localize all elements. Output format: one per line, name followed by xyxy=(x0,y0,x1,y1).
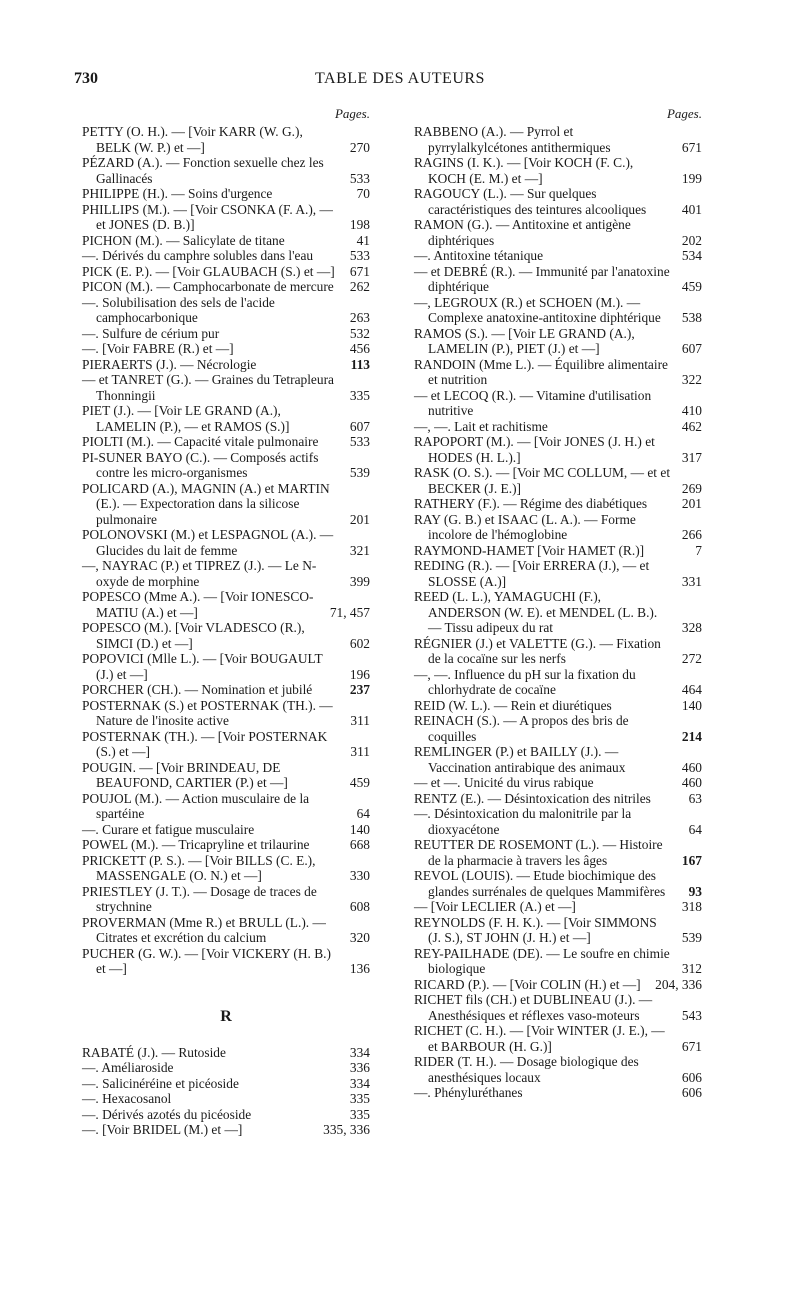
index-entry xyxy=(414,775,702,791)
index-entry xyxy=(414,217,702,248)
index-entry xyxy=(414,419,702,435)
index-entry xyxy=(414,992,702,1023)
entry-text: RATHERY (F.). — Régime des diabétiques xyxy=(414,496,648,511)
entry-page: 460 xyxy=(681,775,702,790)
entry-text: REY-PAILHADE (DE). — Le soufre en chimie biologique xyxy=(414,945,670,976)
entry-text: —. Sulfure de cérium pur xyxy=(82,325,220,341)
entry-page: 533 xyxy=(349,170,370,186)
entry-page: 464 xyxy=(681,682,702,697)
index-entry xyxy=(82,682,370,698)
entry-text: —. [Voir BRIDEL (M.) et —] xyxy=(82,1122,243,1137)
entry-page: 608 xyxy=(349,899,370,914)
index-entry xyxy=(414,326,702,357)
index-entry xyxy=(414,868,702,899)
entry-page: 533 xyxy=(349,248,370,263)
entry-page: 334 xyxy=(349,1075,370,1091)
entry-text: RAMON (G.). — Antitoxine et antigène diphtériques xyxy=(414,217,631,248)
entry-page: 335 xyxy=(349,387,370,403)
entry-text: —. Dérivés du camphre solubles dans l'eau xyxy=(82,248,314,263)
index-entry xyxy=(82,558,370,589)
index-entry xyxy=(82,1107,370,1123)
entry-page: 214 xyxy=(681,728,702,744)
entry-text: RICHET fils (CH.) et DUBLINEAU (J.). — Anesthésiques et réflexes vaso-moteurs xyxy=(414,992,653,1023)
entry-text: —. Désintoxication du malonitrile par la dioxyacétone xyxy=(414,806,632,837)
index-entry xyxy=(414,698,702,714)
index-entry xyxy=(82,651,370,682)
entry-page: 606 xyxy=(681,1069,702,1085)
entry-page: 671 xyxy=(681,1038,702,1054)
entry-text: —. Antitoxine tétanique xyxy=(414,248,544,263)
entry-text: RANDOIN (Mme L.). — Équilibre alimentaire et nutrition xyxy=(414,356,668,387)
index-entry xyxy=(82,915,370,946)
index-entry xyxy=(82,434,370,450)
entry-page: 606 xyxy=(681,1085,702,1100)
entry-text: REID (W. L.). — Rein et diurétiques xyxy=(414,697,612,713)
index-entry xyxy=(82,822,370,838)
entry-text: POLICARD (A.), MAGNIN (A.) et MARTIN (E.). — Expectoration dans la silicose pulmonaire xyxy=(82,480,330,527)
entry-text: —, —. Lait et rachitisme xyxy=(414,418,548,434)
entry-page: 459 xyxy=(349,775,370,790)
pages-label: Pages. xyxy=(666,106,702,121)
entry-text: PICK (E. P.). — [Voir GLAUBACH (S.) et —] xyxy=(82,263,335,279)
index-entry xyxy=(414,589,702,636)
entry-page: 459 xyxy=(681,279,702,294)
entry-text: — et —. Unicité du virus rabique xyxy=(414,775,594,790)
entry-page: 41 xyxy=(356,232,370,248)
index-entry xyxy=(414,713,702,744)
entry-text: —. Hexacosanol xyxy=(82,1091,172,1106)
entry-page: 70 xyxy=(356,186,370,201)
entry-page: 93 xyxy=(688,883,702,899)
entry-page: 462 xyxy=(681,418,702,434)
entry-page: 671 xyxy=(681,139,702,155)
entry-text: REDING (R.). — [Voir ERRERA (J.), — et SLOSSE (A.)] xyxy=(414,558,650,589)
entry-text: RABATÉ (J.). — Rutoside xyxy=(82,1044,226,1060)
entry-text: REINACH (S.). — A propos des bris de coquilles xyxy=(414,713,629,744)
entry-text: RIDER (T. H.). — Dosage biologique des anesthésiques locaux xyxy=(414,1054,639,1085)
index-entry xyxy=(82,837,370,853)
entry-page: 199 xyxy=(681,170,702,186)
entry-page: 113 xyxy=(350,356,370,372)
entry-text: — et LECOQ (R.). — Vitamine d'utilisation nutritive xyxy=(414,387,652,418)
index-entry xyxy=(414,124,702,155)
index-entry xyxy=(82,527,370,558)
entry-text: RASK (O. S.). — [Voir MC COLLUM, — et et BECKER (J. E.)] xyxy=(414,465,671,496)
index-entry xyxy=(414,946,702,977)
entry-page: 196 xyxy=(349,666,370,682)
entry-text: —. Dérivés azotés du picéoside xyxy=(82,1106,252,1122)
entry-page: 140 xyxy=(349,821,370,837)
entry-page: 311 xyxy=(350,713,370,728)
index-entry xyxy=(414,465,702,496)
entry-page: 322 xyxy=(681,372,702,387)
index-entry xyxy=(82,248,370,264)
index-entry xyxy=(414,915,702,946)
entry-page: 330 xyxy=(349,868,370,883)
entry-text: POUJOL (M.). — Action musculaire de la spartéine xyxy=(82,790,310,821)
entry-page: 328 xyxy=(681,620,702,635)
index-entry xyxy=(414,295,702,326)
index-entry xyxy=(414,667,702,698)
entry-page: 331 xyxy=(681,573,702,589)
entry-page: 539 xyxy=(349,465,370,480)
entry-text: —. Améliaroside xyxy=(82,1060,174,1075)
entry-text: POUGIN. — [Voir BRINDEAU, DE BEAUFOND, CARTIER (P.) et —] xyxy=(82,759,288,790)
entry-page: 140 xyxy=(681,697,702,713)
entry-page: 237 xyxy=(349,682,370,697)
index-list xyxy=(82,1045,370,1138)
entry-page: 270 xyxy=(349,139,370,155)
right-column xyxy=(414,104,702,1101)
entry-page: 263 xyxy=(349,310,370,325)
index-entry xyxy=(82,791,370,822)
entry-text: —, NAYRAC (P.) et TIPREZ (J.). — Le N-oxyde de morphine xyxy=(82,558,317,589)
index-entry xyxy=(414,155,702,186)
index-entry xyxy=(82,202,370,233)
entry-text: RAY (G. B.) et ISAAC (L. A.). — Forme incolore de l'hémoglobine xyxy=(414,511,636,542)
index-entry xyxy=(82,357,370,373)
index-entry xyxy=(82,698,370,729)
entry-text: — et TANRET (G.). — Graines du Tetrapleura Thonningii xyxy=(82,372,334,403)
entry-page: 335 xyxy=(349,1091,370,1106)
index-entry xyxy=(414,186,702,217)
entry-page: 320 xyxy=(349,930,370,945)
index-entry xyxy=(82,403,370,434)
entry-page: 335, 336 xyxy=(323,1122,370,1137)
entry-text: REUTTER DE ROSEMONT (L.). — Histoire de la pharmacie à travers les âges xyxy=(414,837,663,868)
entry-text: POPOVICI (Mlle L.). — [Voir BOUGAULT (J.) et —] xyxy=(82,651,323,682)
entry-page: 7 xyxy=(695,542,702,558)
index-entry xyxy=(414,744,702,775)
entry-page: 460 xyxy=(681,759,702,775)
index-entry xyxy=(82,853,370,884)
entry-page: 201 xyxy=(349,511,370,527)
index-entry xyxy=(414,264,702,295)
entry-page: 335 xyxy=(349,1106,370,1122)
entry-page: 198 xyxy=(349,217,370,232)
entry-text: POSTERNAK (S.) et POSTERNAK (TH.). — Nature de l'inosite active xyxy=(82,697,333,728)
entry-text: PETTY (O. H.). — [Voir KARR (W. G.), BELK (W. P.) et —] xyxy=(82,124,303,155)
entry-text: RAYMOND-HAMET [Voir HAMET (R.)] xyxy=(414,542,645,558)
index-entry xyxy=(82,1091,370,1107)
entry-text: REED (L. L.), YAMAGUCHI (F.), ANDERSON (W. E). et MENDEL (L. B.). — Tissu adipeux du rat xyxy=(414,589,658,635)
entry-text: —. Salicinéréine et picéoside xyxy=(82,1075,239,1091)
entry-page: 266 xyxy=(681,527,702,542)
index-entry xyxy=(414,806,702,837)
entry-page: 71, 457 xyxy=(329,604,370,620)
entry-page: 204, 336 xyxy=(655,976,702,992)
entry-text: RÉGNIER (J.) et VALETTE (G.). — Fixation de la cocaïne sur les nerfs xyxy=(414,635,661,666)
index-entry xyxy=(82,264,370,280)
entry-text: RABBENO (A.). — Pyrrol et pyrrylalkylcétones antithermiques xyxy=(414,124,611,155)
entry-page: 671 xyxy=(349,263,370,279)
entry-page: 410 xyxy=(681,403,702,418)
entry-text: PRICKETT (P. S.). — [Voir BILLS (C. E.), MASSENGALE (O. N.) et —] xyxy=(82,852,316,883)
entry-page: 534 xyxy=(681,248,702,263)
entry-page: 607 xyxy=(349,418,370,434)
entry-text: POPESCO (Mme A.). — [Voir IONESCO-MATIU (A.) et —] xyxy=(82,589,314,620)
entry-page: 269 xyxy=(681,480,702,496)
entry-text: PICON (M.). — Camphocarbonate de mercure xyxy=(82,279,334,294)
entry-page: 202 xyxy=(681,232,702,248)
entry-page: 272 xyxy=(681,651,702,666)
entry-page: 167 xyxy=(681,852,702,868)
index-entry xyxy=(82,233,370,249)
entry-page: 456 xyxy=(349,341,370,356)
running-title: TABLE DES AUTEURS xyxy=(315,70,485,87)
entry-page: 317 xyxy=(681,449,702,465)
index-entry xyxy=(414,837,702,868)
entry-text: RAGOUCY (L.). — Sur quelques caractéristiques des teintures alcooliques xyxy=(414,186,647,217)
index-entry xyxy=(82,1045,370,1061)
entry-page: 64 xyxy=(356,806,370,821)
entry-page: 201 xyxy=(681,496,702,511)
index-entry xyxy=(414,496,702,512)
entry-text: PIERAERTS (J.). — Nécrologie xyxy=(82,356,257,372)
entry-text: RENTZ (E.). — Désintoxication des nitriles xyxy=(414,790,651,806)
entry-page: 64 xyxy=(688,821,702,837)
pages-label: Pages. xyxy=(334,106,370,121)
entry-page: 399 xyxy=(349,573,370,589)
index-entry xyxy=(414,512,702,543)
entry-page: 262 xyxy=(349,279,370,294)
index-entry xyxy=(414,791,702,807)
entry-text: PÉZARD (A.). — Fonction sexuelle chez les Gallinacés xyxy=(82,155,324,186)
entry-page: 334 xyxy=(349,1044,370,1060)
entry-text: PIET (J.). — [Voir LE GRAND (A.), LAMELIN (P.), — et RAMOS (S.)] xyxy=(82,403,290,434)
entry-text: RICHET (C. H.). — [Voir WINTER (J. E.), — et BARBOUR (H. G.)] xyxy=(414,1023,665,1054)
index-entry xyxy=(82,1076,370,1092)
entry-text: RAGINS (I. K.). — [Voir KOCH (F. C.), KOCH (E. M.) et —] xyxy=(414,155,634,186)
index-entry xyxy=(82,760,370,791)
entry-text: —, LEGROUX (R.) et SCHOEN (M.). — Complexe anatoxine-antitoxine diphtérique xyxy=(414,294,661,325)
entry-text: RAMOS (S.). — [Voir LE GRAND (A.), LAMELIN (P.), PIET (J.) et —] xyxy=(414,325,635,356)
index-list xyxy=(414,124,702,1101)
entry-page: 312 xyxy=(681,961,702,976)
entry-page: 532 xyxy=(349,325,370,341)
entry-page: 318 xyxy=(681,899,702,914)
index-entry xyxy=(82,1060,370,1076)
entry-text: — et DEBRÉ (R.). — Immunité par l'anatoxine diphtérique xyxy=(414,263,670,294)
entry-text: PUCHER (G. W.). — [Voir VICKERY (H. B.) et —] xyxy=(82,945,331,976)
entry-page: 602 xyxy=(349,635,370,651)
index-entry xyxy=(82,341,370,357)
index-entry xyxy=(82,1122,370,1138)
entry-text: PI-SUNER BAYO (C.). — Composés actifs contre les micro-organismes xyxy=(82,449,319,480)
index-entry xyxy=(414,558,702,589)
entry-text: —. Phényluréthanes xyxy=(414,1085,523,1100)
entry-text: POSTERNAK (TH.). — [Voir POSTERNAK (S.) et —] xyxy=(82,728,328,759)
entry-text: REMLINGER (P.) et BAILLY (J.). — Vaccination antirabique des animaux xyxy=(414,744,626,775)
entry-text: POPESCO (M.). [Voir VLADESCO (R.), SIMCI (D.) et —] xyxy=(82,620,305,651)
index-entry xyxy=(82,884,370,915)
entry-page: 311 xyxy=(350,744,370,759)
index-entry xyxy=(82,186,370,202)
entry-text: —. [Voir FABRE (R.) et —] xyxy=(82,341,234,356)
index-entry xyxy=(414,543,702,559)
index-entry xyxy=(414,388,702,419)
entry-text: —. Curare et fatigue musculaire xyxy=(82,821,255,837)
entry-text: RICARD (P.). — [Voir COLIN (H.) et —] xyxy=(414,976,641,992)
entry-page: 538 xyxy=(681,310,702,325)
index-entry xyxy=(414,1085,702,1101)
entry-text: POWEL (M.). — Tricapryline et trilaurine xyxy=(82,837,310,852)
index-entry xyxy=(414,1054,702,1085)
page-number: 730 xyxy=(74,70,98,87)
entry-page: 336 xyxy=(349,1060,370,1075)
entry-text: PHILIPPE (H.). — Soins d'urgence xyxy=(82,186,273,201)
entry-text: —. Solubilisation des sels de l'acide camphocarbonique xyxy=(82,294,275,325)
index-entry xyxy=(82,729,370,760)
index-entry xyxy=(82,620,370,651)
index-entry xyxy=(82,589,370,620)
entry-text: PRIESTLEY (J. T.). — Dosage de traces de strychnine xyxy=(82,883,317,914)
index-entry xyxy=(82,279,370,295)
entry-text: POLONOVSKI (M.) et LESPAGNOL (A.). — Glucides du lait de femme xyxy=(82,527,334,558)
index-entry xyxy=(82,155,370,186)
entry-text: — [Voir LECLIER (A.) et —] xyxy=(414,899,576,914)
entry-page: 543 xyxy=(681,1007,702,1023)
entry-text: PIOLTI (M.). — Capacité vitale pulmonaire xyxy=(82,434,319,449)
index-entry xyxy=(82,946,370,977)
entry-page: 321 xyxy=(349,542,370,558)
page-header xyxy=(0,70,800,94)
index-entry xyxy=(414,248,702,264)
index-entry xyxy=(414,977,702,993)
entry-page: 63 xyxy=(688,790,702,806)
section-letter: R xyxy=(220,1007,232,1025)
entry-page: 401 xyxy=(681,201,702,217)
index-entry xyxy=(414,899,702,915)
entry-text: PROVERMAN (Mme R.) et BRULL (L.). — Citrates et excrétion du calcium xyxy=(82,914,326,945)
index-entry xyxy=(414,636,702,667)
entry-text: PHILLIPS (M.). — [Voir CSONKA (F. A.), — et JONES (D. B.)] xyxy=(82,201,333,232)
entry-text: REYNOLDS (F. H. K.). — [Voir SIMMONS (J. S.), ST JOHN (J. H.) et —] xyxy=(414,914,657,945)
entry-page: 136 xyxy=(349,961,370,976)
left-column xyxy=(82,104,370,1138)
index-entry xyxy=(414,1023,702,1054)
index-entry xyxy=(82,481,370,528)
index-list xyxy=(82,124,370,977)
index-entry xyxy=(414,357,702,388)
index-entry xyxy=(82,295,370,326)
entry-text: PICHON (M.). — Salicylate de titane xyxy=(82,232,285,248)
index-entry xyxy=(82,124,370,155)
entry-page: 539 xyxy=(681,930,702,945)
index-entry xyxy=(82,372,370,403)
index-entry xyxy=(82,450,370,481)
entry-text: RAPOPORT (M.). — [Voir JONES (J. H.) et HODES (H. L.).] xyxy=(414,434,655,465)
index-entry xyxy=(82,326,370,342)
entry-page: 607 xyxy=(681,341,702,356)
entry-text: REVOL (LOUIS). — Etude biochimique des glandes surrénales de quelques Mammifères xyxy=(414,868,666,899)
entry-page: 533 xyxy=(349,434,370,449)
entry-page: 668 xyxy=(349,837,370,852)
index-entry xyxy=(414,434,702,465)
entry-text: PORCHER (CH.). — Nomination et jubilé xyxy=(82,682,313,697)
entry-text: —, —. Influence du pH sur la fixation du chlorhydrate de cocaïne xyxy=(414,666,636,697)
